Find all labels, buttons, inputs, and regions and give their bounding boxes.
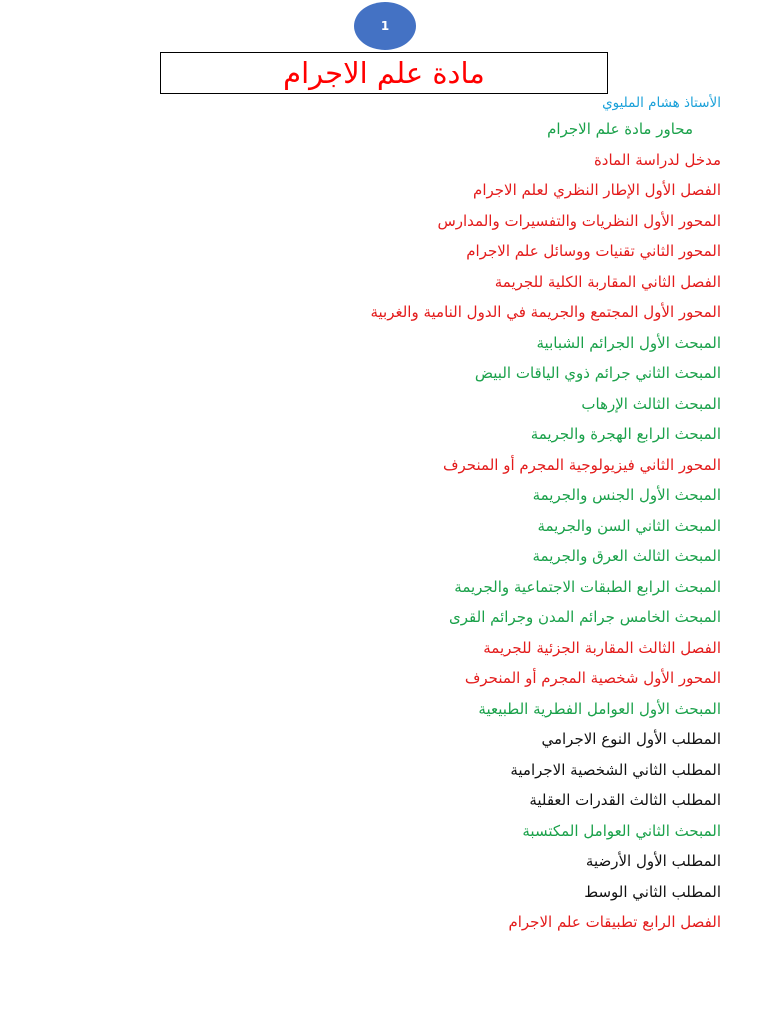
outline-item: المبحث الأول العوامل الفطرية الطبيعية xyxy=(478,699,721,718)
outline-item: المبحث الثاني العوامل المكتسبة xyxy=(522,821,721,840)
outline-item: المطلب الثالث القدرات العقلية xyxy=(529,791,721,809)
outline-item: الفصل الأول الإطار النظري لعلم الاجرام xyxy=(473,181,721,199)
page-title: مادة علم الاجرام xyxy=(283,56,485,90)
outline-item: المحور الثاني فيزيولوجية المجرم أو المنحرف xyxy=(442,455,721,474)
outline-item: المبحث الثالث الإرهاب xyxy=(581,394,721,413)
title-box xyxy=(160,52,608,94)
outline-item: المبحث الثاني السن والجريمة xyxy=(537,516,721,535)
outline-item: المبحث الأول الجنس والجريمة xyxy=(532,486,721,504)
outline-item: مدخل لدراسة المادة xyxy=(593,150,721,169)
outline-item: المطلب الأول النوع الاجرامي xyxy=(541,730,721,748)
outline-item: المطلب الثاني الشخصية الاجرامية xyxy=(510,760,721,779)
outline-item: المبحث الرابع الطبقات الاجتماعية والجريمة xyxy=(454,577,721,596)
outline-heading: محاور مادة علم الاجرام xyxy=(547,120,693,138)
outline-item: الفصل الثالث المقاربة الجزئية للجريمة xyxy=(483,638,721,657)
outline-item: المحور الأول شخصية المجرم أو المنحرف xyxy=(464,669,721,687)
outline-item: المطلب الأول الأرضية xyxy=(585,852,721,870)
outline-item: المبحث الخامس جرائم المدن وجرائم القرى xyxy=(449,608,721,626)
outline-item: المحور الأول المجتمع والجريمة في الدول النامية والغربية xyxy=(370,303,721,321)
outline-item: الفصل الرابع تطبيقات علم الاجرام xyxy=(508,913,721,931)
outline-item: المبحث الثالث العرق والجريمة xyxy=(532,547,721,565)
outline-item: المحور الثاني تقنيات ووسائل علم الاجرام xyxy=(466,242,721,260)
outline-item: المبحث الثاني جرائم ذوي الياقات البيض xyxy=(474,364,721,382)
outline xyxy=(370,92,721,938)
outline-item: المبحث الرابع الهجرة والجريمة xyxy=(530,425,721,443)
outline-item: المبحث الأول الجرائم الشبابية xyxy=(536,333,721,352)
outline-item: الفصل الثاني المقاربة الكلية للجريمة xyxy=(494,272,721,291)
page-number-badge xyxy=(354,2,416,50)
outline-item: المطلب الثاني الوسط xyxy=(584,882,721,901)
outline-item: المحور الأول النظريات والتفسيرات والمدارس xyxy=(437,211,721,230)
author-name: الأستاذ هشام المليوي xyxy=(602,95,721,111)
page-number: 1 xyxy=(380,19,390,33)
